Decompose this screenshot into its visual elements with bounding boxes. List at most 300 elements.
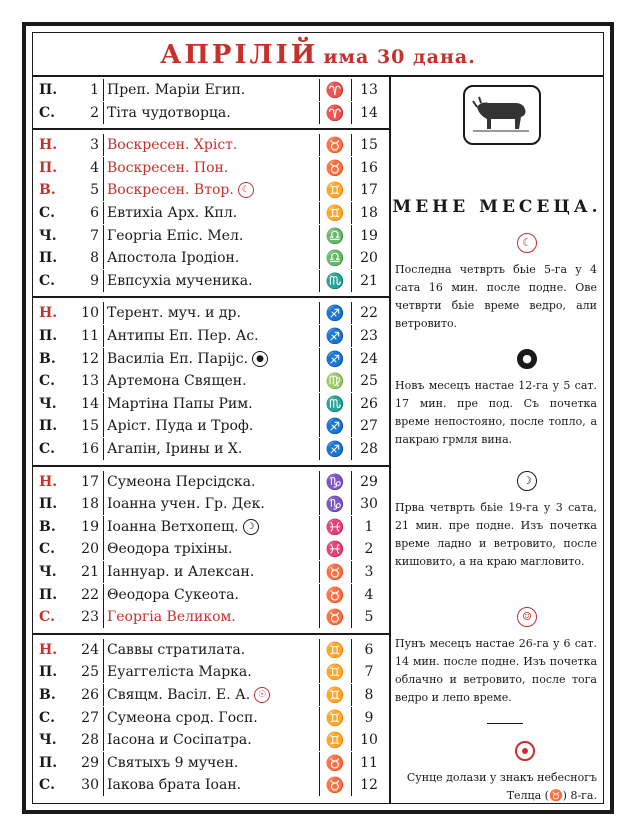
column-rule xyxy=(351,639,352,661)
column-rule xyxy=(319,348,320,370)
column-rule xyxy=(351,438,352,460)
moon-phase-icon: ☉ xyxy=(254,687,270,703)
old-style-date: 5 xyxy=(364,609,374,626)
column-rule xyxy=(103,493,104,515)
week-separator xyxy=(33,465,389,467)
saint-name xyxy=(107,102,317,124)
old-style-date: 7 xyxy=(364,664,374,681)
day-number: 29 xyxy=(81,754,99,771)
saint-name xyxy=(107,202,317,224)
saint-name xyxy=(107,438,317,460)
old-style-date: 24 xyxy=(360,350,378,367)
column-rule xyxy=(351,661,352,683)
column-rule xyxy=(351,134,352,156)
day-of-week: Н. xyxy=(39,305,58,322)
first-quarter-moon-icon: ☽ xyxy=(517,471,537,491)
day-of-week: В. xyxy=(39,687,56,703)
saint-text: Василіа Еп. Паріјс. xyxy=(107,350,249,367)
saint-name xyxy=(107,584,317,606)
moon-phase-icon: ☽ xyxy=(243,519,259,535)
day-row xyxy=(33,606,389,628)
day-number: 11 xyxy=(81,328,99,344)
column-rule xyxy=(319,157,320,179)
saint-text: Θеодора Сукеота. xyxy=(107,586,239,603)
day-row xyxy=(33,225,389,247)
column-rule xyxy=(103,157,104,179)
old-style-date: 3 xyxy=(364,564,374,580)
column-rule xyxy=(103,639,104,661)
sun-icon xyxy=(515,741,535,761)
column-rule xyxy=(103,774,104,796)
day-row xyxy=(33,325,389,347)
first-quarter-text: Прва четврть бьіе 19-га у 3 сата, 21 мин. пре подне. Изъ почетка време ладно и ветровито, после кишовито, а на краю магловито. xyxy=(395,501,597,568)
day-number: 26 xyxy=(81,687,99,703)
day-row xyxy=(33,684,389,706)
column-rule xyxy=(351,561,352,583)
week-separator xyxy=(33,296,389,298)
old-style-date: 30 xyxy=(360,496,378,513)
old-style-date: 22 xyxy=(360,305,378,322)
column-rule xyxy=(319,606,320,628)
saint-text: Воскресен. Втор. xyxy=(107,182,234,199)
column-rule xyxy=(351,325,352,347)
column-rule xyxy=(103,752,104,774)
day-of-week: Н. xyxy=(39,473,58,490)
column-rule xyxy=(351,752,352,774)
saint-name xyxy=(107,415,317,437)
column-rule xyxy=(319,179,320,201)
column-rule xyxy=(103,729,104,751)
moon-phase-icon: ● xyxy=(252,351,268,367)
saint-text: Сумеона Персідска. xyxy=(107,473,256,490)
day-row xyxy=(33,516,389,538)
column-rule xyxy=(103,516,104,538)
archer-icon: ♐ xyxy=(325,304,345,323)
fish-icon: ♓ xyxy=(325,540,345,559)
day-number: 8 xyxy=(90,250,99,267)
old-style-date: 17 xyxy=(360,182,378,199)
column-rule xyxy=(319,370,320,392)
column-rule xyxy=(103,348,104,370)
column-rule xyxy=(319,270,320,292)
column-rule xyxy=(351,707,352,729)
calendar-frame xyxy=(22,22,614,814)
saint-name xyxy=(107,752,317,774)
day-of-week: Ч. xyxy=(39,227,57,244)
column-rule xyxy=(351,538,352,560)
twins-icon: ♊ xyxy=(325,204,345,222)
full-moon-text: Пунъ месецъ настае 26-га у 6 сат. 14 мин. после подне. Изъ почетка облачно и ветровито, после тога ведро и лепо време. xyxy=(395,637,597,704)
column-rule xyxy=(319,752,320,774)
column-rule xyxy=(103,302,104,324)
day-number: 19 xyxy=(81,518,99,535)
old-style-date: 6 xyxy=(364,641,374,658)
day-of-week: Н. xyxy=(39,641,58,658)
column-rule xyxy=(319,325,320,347)
saint-text: Θеодора тріхіны. xyxy=(107,541,233,558)
column-rule xyxy=(351,774,352,796)
day-number: 21 xyxy=(81,564,99,580)
column-rule xyxy=(319,639,320,661)
old-style-date: 21 xyxy=(360,272,378,289)
old-style-date: 25 xyxy=(360,373,378,390)
day-number: 6 xyxy=(90,205,99,221)
column-rule xyxy=(103,370,104,392)
saint-text: Аріст. Пуда и Троф. xyxy=(107,418,254,435)
month-name: АПРІЛІЙ xyxy=(160,40,319,70)
moon-phases-panel xyxy=(391,77,603,803)
old-style-date: 2 xyxy=(364,541,374,558)
ram-icon: ♈ xyxy=(325,81,345,99)
sun-entry-text: Сунце долази у знакъ небесногъ Телца (♉) 8-га. xyxy=(406,771,597,802)
day-of-week: П. xyxy=(39,250,58,267)
day-of-week: П. xyxy=(39,754,58,771)
saint-text: Апостола Іродіон. xyxy=(107,250,240,267)
old-style-date: 18 xyxy=(360,205,378,221)
column-rule xyxy=(103,179,104,201)
moon-phases-heading: МЕНЕ МЕСЕЦА. xyxy=(392,197,602,217)
day-of-week: П. xyxy=(39,496,58,513)
column-rule xyxy=(351,202,352,224)
saint-text: Іоанна Ветхопещ. xyxy=(107,518,239,535)
scales-icon: ♎ xyxy=(325,226,345,245)
old-style-date: 13 xyxy=(360,82,378,98)
calendar-inner-border xyxy=(32,32,604,804)
column-rule xyxy=(351,102,352,124)
saint-text: Іасона и Сосіпатра. xyxy=(107,732,252,749)
column-rule xyxy=(351,393,352,415)
day-of-week: С. xyxy=(39,541,56,558)
goat-icon: ♑ xyxy=(325,472,345,491)
day-number: 17 xyxy=(81,473,99,490)
old-style-date: 23 xyxy=(360,328,378,344)
divider xyxy=(487,723,523,724)
saint-text: Воскресен. Хріст. xyxy=(107,137,238,154)
column-rule xyxy=(103,79,104,101)
last-quarter-moon-icon: ☾ xyxy=(517,233,537,253)
column-rule xyxy=(103,538,104,560)
column-rule xyxy=(103,134,104,156)
day-number: 7 xyxy=(90,227,99,244)
virgin-icon: ♍ xyxy=(325,372,345,391)
day-number: 23 xyxy=(81,609,99,626)
day-number: 12 xyxy=(81,350,99,367)
column-rule xyxy=(351,516,352,538)
old-style-date: 1 xyxy=(364,518,374,535)
day-number: 30 xyxy=(81,777,99,794)
week-separator xyxy=(33,128,389,130)
column-rule xyxy=(351,225,352,247)
saint-text: Іоанна учен. Гр. Дек. xyxy=(107,496,265,513)
day-row xyxy=(33,707,389,729)
new-moon-icon: ● xyxy=(517,349,537,369)
new-moon-text: Новъ месецъ настае 12-га у 5 сат. 17 мин. пре под. Съ почетка време непостояно, после топло, а пакраю грмля вина. xyxy=(395,379,597,446)
old-style-date: 14 xyxy=(360,104,378,121)
column-rule xyxy=(351,584,352,606)
column-rule xyxy=(351,270,352,292)
column-rule xyxy=(103,393,104,415)
day-row xyxy=(33,270,389,292)
saint-name xyxy=(107,774,317,796)
column-rule xyxy=(351,348,352,370)
scorpion-icon: ♏ xyxy=(325,394,345,413)
saint-name xyxy=(107,639,317,661)
moon-phase-icon: ☾ xyxy=(238,182,254,198)
column-rule xyxy=(103,438,104,460)
column-rule xyxy=(351,415,352,437)
saint-name xyxy=(107,370,317,392)
saint-text: Преп. Маріи Егип. xyxy=(107,82,246,98)
saint-name xyxy=(107,157,317,179)
twins-icon: ♊ xyxy=(325,181,345,200)
bull-icon: ♉ xyxy=(325,563,345,581)
last-quarter-text: Последна четврть бьіе 5-га у 4 сата 16 мин. после подне. Ове четврти бьіе време ведро, али ветровито. xyxy=(395,263,597,330)
column-rule xyxy=(319,516,320,538)
day-of-week: С. xyxy=(39,373,56,390)
saint-name xyxy=(107,684,317,706)
goat-icon: ♑ xyxy=(325,495,345,514)
saint-name xyxy=(107,606,317,628)
day-row xyxy=(33,157,389,179)
month-days-count: има 30 дана. xyxy=(323,46,476,68)
day-number: 28 xyxy=(81,732,99,749)
day-row xyxy=(33,471,389,493)
day-number: 9 xyxy=(90,272,99,289)
saint-name xyxy=(107,471,317,493)
column-rule xyxy=(319,225,320,247)
twins-icon: ♊ xyxy=(325,663,345,682)
day-row xyxy=(33,639,389,661)
old-style-date: 11 xyxy=(360,754,378,771)
day-of-week: П. xyxy=(39,664,58,681)
day-of-week: В. xyxy=(39,182,56,199)
saint-name xyxy=(107,325,317,347)
column-rule xyxy=(351,606,352,628)
column-rule xyxy=(103,661,104,683)
day-of-week: С. xyxy=(39,709,56,726)
column-rule xyxy=(319,707,320,729)
column-rule xyxy=(351,157,352,179)
day-of-week: П. xyxy=(39,82,58,98)
column-rule xyxy=(319,102,320,124)
column-rule xyxy=(319,415,320,437)
week-separator xyxy=(33,633,389,635)
day-number: 24 xyxy=(81,641,99,658)
old-style-date: 10 xyxy=(360,732,378,749)
archer-icon: ♐ xyxy=(325,327,345,345)
saint-name xyxy=(107,393,317,415)
column-rule xyxy=(319,493,320,515)
column-rule xyxy=(103,202,104,224)
archer-icon: ♐ xyxy=(325,417,345,436)
saint-text: Мартіна Папы Рим. xyxy=(107,395,253,412)
saint-text: Свящм. Васіл. Е. А. xyxy=(107,687,251,703)
day-row xyxy=(33,179,389,201)
day-of-week: С. xyxy=(39,272,56,289)
column-rule xyxy=(351,247,352,269)
day-number: 4 xyxy=(90,159,99,176)
old-style-date: 20 xyxy=(360,250,378,267)
saint-name xyxy=(107,661,317,683)
column-rule xyxy=(103,471,104,493)
day-row xyxy=(33,102,389,124)
saint-name xyxy=(107,79,317,101)
bull-icon: ♉ xyxy=(325,585,345,604)
old-style-date: 9 xyxy=(364,709,374,726)
day-number: 2 xyxy=(90,104,99,121)
taurus-ox-icon xyxy=(463,85,541,145)
day-row xyxy=(33,774,389,796)
saint-text: Агапін, Ірины и Х. xyxy=(107,441,243,457)
saint-name xyxy=(107,493,317,515)
day-number: 10 xyxy=(81,305,99,322)
old-style-date: 27 xyxy=(360,418,378,435)
day-of-week: П. xyxy=(39,586,58,603)
column-rule xyxy=(319,202,320,224)
column-rule xyxy=(103,270,104,292)
saint-name xyxy=(107,179,317,201)
scorpion-icon: ♏ xyxy=(325,271,345,290)
saint-name xyxy=(107,538,317,560)
day-row xyxy=(33,202,389,224)
column-rule xyxy=(319,393,320,415)
day-of-week: С. xyxy=(39,441,56,457)
day-row xyxy=(33,493,389,515)
column-rule xyxy=(351,729,352,751)
day-of-week: С. xyxy=(39,205,56,221)
column-rule xyxy=(319,247,320,269)
day-row xyxy=(33,561,389,583)
day-row xyxy=(33,661,389,683)
column-rule xyxy=(103,561,104,583)
day-number: 18 xyxy=(81,496,99,513)
saint-text: Святыхъ 9 мучен. xyxy=(107,754,239,771)
day-of-week: П. xyxy=(39,418,58,435)
day-number: 27 xyxy=(81,709,99,726)
day-number: 20 xyxy=(81,541,99,558)
saint-name xyxy=(107,348,317,370)
twins-icon: ♊ xyxy=(325,686,345,704)
saint-name xyxy=(107,561,317,583)
bull-icon: ♉ xyxy=(325,753,345,772)
saint-text: Іаннуар. и Алексан. xyxy=(107,564,255,580)
saint-text: Терент. муч. и др. xyxy=(107,305,241,322)
bull-icon: ♉ xyxy=(325,776,345,795)
saint-text: Еуаггеліста Марка. xyxy=(107,664,252,681)
old-style-date: 15 xyxy=(360,137,378,154)
column-rule xyxy=(319,584,320,606)
column-rule xyxy=(351,493,352,515)
days-table xyxy=(33,77,391,803)
day-row xyxy=(33,415,389,437)
column-rule xyxy=(319,471,320,493)
day-number: 14 xyxy=(81,395,99,412)
day-row xyxy=(33,302,389,324)
column-rule xyxy=(351,79,352,101)
bull-icon: ♉ xyxy=(325,158,345,177)
day-of-week: П. xyxy=(39,159,58,176)
column-rule xyxy=(319,661,320,683)
saint-text: Саввы стратилата. xyxy=(107,641,246,658)
column-rule xyxy=(351,302,352,324)
saint-text: Евтихіа Арх. Кпл. xyxy=(107,205,238,221)
column-rule xyxy=(319,561,320,583)
column-rule xyxy=(319,302,320,324)
day-of-week: П. xyxy=(39,328,58,344)
old-style-date: 28 xyxy=(360,441,378,457)
column-rule xyxy=(103,606,104,628)
day-row xyxy=(33,729,389,751)
saint-text: Евпсухіа мученика. xyxy=(107,272,253,289)
day-of-week: С. xyxy=(39,104,56,121)
column-rule xyxy=(319,684,320,706)
column-rule xyxy=(103,684,104,706)
day-row xyxy=(33,584,389,606)
column-rule xyxy=(319,774,320,796)
column-rule xyxy=(319,538,320,560)
day-number: 25 xyxy=(81,664,99,681)
saint-name xyxy=(107,302,317,324)
bull-icon: ♉ xyxy=(325,136,345,155)
day-number: 13 xyxy=(81,373,99,390)
day-row xyxy=(33,370,389,392)
day-number: 5 xyxy=(90,182,99,199)
scales-icon: ♎ xyxy=(325,249,345,268)
column-rule xyxy=(351,179,352,201)
saint-name xyxy=(107,516,317,538)
day-of-week: С. xyxy=(39,777,56,794)
saint-name xyxy=(107,247,317,269)
old-style-date: 12 xyxy=(360,777,378,794)
archer-icon: ♐ xyxy=(325,349,345,368)
day-of-week: Н. xyxy=(39,137,58,154)
saint-text: Артемона Священ. xyxy=(107,373,247,390)
saint-text: Тіта чудотворца. xyxy=(107,104,231,121)
day-of-week: Ч. xyxy=(39,732,57,749)
saint-name xyxy=(107,225,317,247)
saint-text: Георгіа Епіс. Мел. xyxy=(107,227,244,244)
column-rule xyxy=(319,79,320,101)
column-rule xyxy=(103,325,104,347)
day-row xyxy=(33,393,389,415)
twins-icon: ♊ xyxy=(325,731,345,750)
day-of-week: Ч. xyxy=(39,395,57,412)
archer-icon: ♐ xyxy=(325,440,345,458)
day-row xyxy=(33,247,389,269)
saint-name xyxy=(107,270,317,292)
day-row xyxy=(33,438,389,460)
day-number: 1 xyxy=(90,82,99,98)
saint-name xyxy=(107,707,317,729)
old-style-date: 19 xyxy=(360,227,378,244)
column-rule xyxy=(351,471,352,493)
saint-text: Іакова брата Іоан. xyxy=(107,777,242,794)
day-number: 22 xyxy=(81,586,99,603)
bull-icon: ♉ xyxy=(325,608,345,627)
column-rule xyxy=(103,102,104,124)
saint-text: Сумеона срод. Госп. xyxy=(107,709,258,726)
day-row xyxy=(33,538,389,560)
ram-icon: ♈ xyxy=(325,103,345,122)
column-rule xyxy=(319,134,320,156)
day-of-week: Ч. xyxy=(39,564,57,580)
twins-icon: ♊ xyxy=(325,708,345,727)
column-rule xyxy=(103,707,104,729)
day-number: 15 xyxy=(81,418,99,435)
column-rule xyxy=(351,370,352,392)
full-moon-icon: ☺ xyxy=(517,607,537,627)
saint-text: Воскресен. Пон. xyxy=(107,159,229,176)
